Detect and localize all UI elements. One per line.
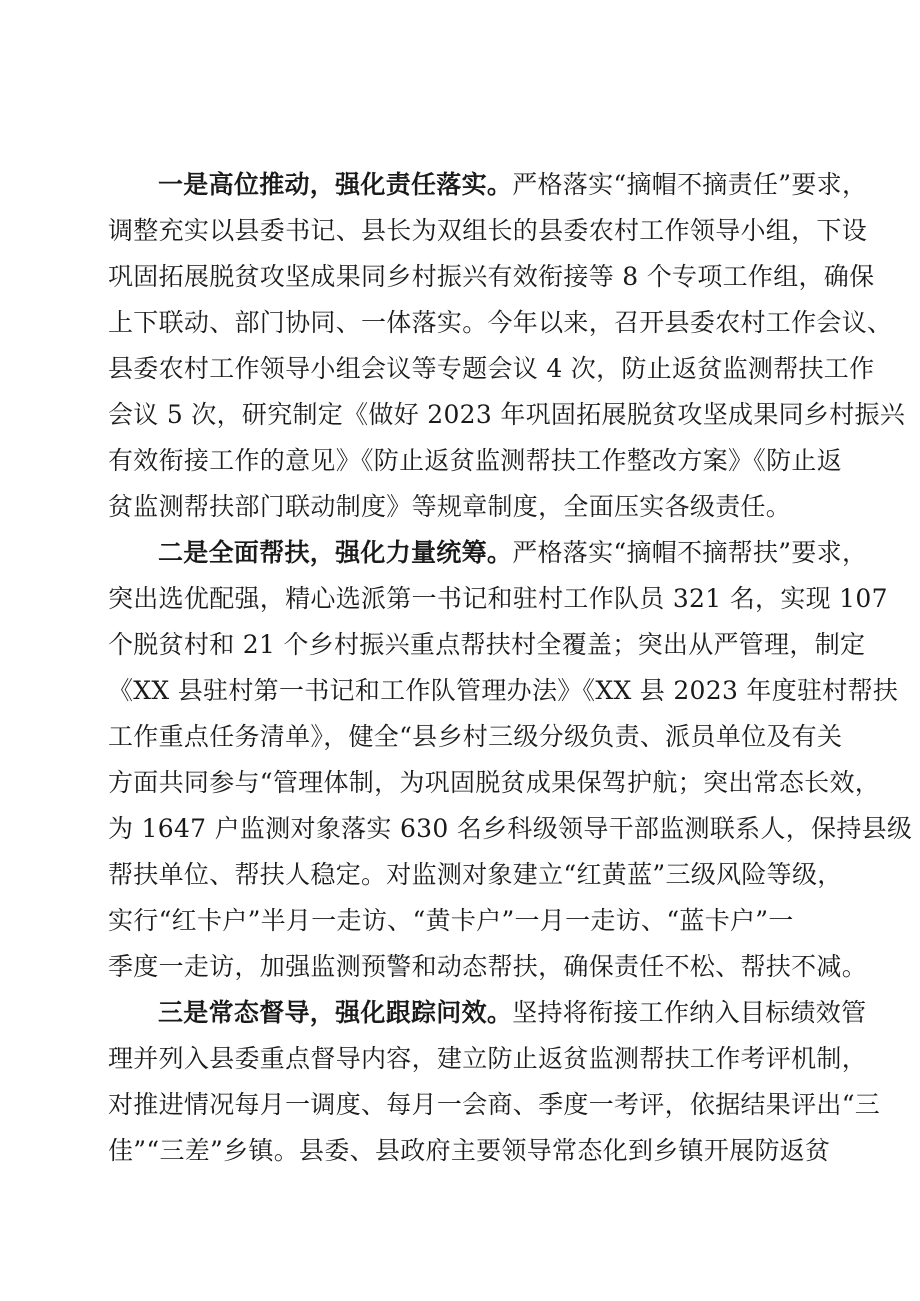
paragraph-1-line-8: 贫监测帮扶部门联动制度》等规章制度，全面压实各级责任。: [108, 492, 792, 521]
paragraph-1-line-4: 上下联动、部门协同、一体落实。今年以来，召开县委农村工作会议、: [108, 308, 893, 337]
paragraph-1-line-1: 严格落实“摘帽不摘责任”要求，: [512, 170, 868, 199]
paragraph-2-line-4: 《XX 县驻村第一书记和工作队管理办法》《XX 县 2023 年度驻村帮扶: [108, 676, 899, 705]
paragraph-3-line-3: 对推进情况每月一调度、每月一会商、季度一考评，依据结果评出“三: [108, 1090, 881, 1119]
paragraph-1-line-2: 调整充实以县委书记、县长为双组长的县委农村工作领导小组，下设: [108, 216, 868, 245]
paragraph-2-line-1: 严格落实“摘帽不摘帮扶”要求，: [512, 538, 868, 567]
paragraph-2-line-5: 工作重点任务清单》，健全“县乡村三级分级负责、派员单位及有关: [108, 722, 843, 751]
paragraph-2-first-line: [158, 530, 868, 576]
paragraph-2-line-8: 帮扶单位、帮扶人稳定。对监测对象建立“红黄蓝”三级风险等级，: [108, 860, 843, 889]
paragraph-3-heading: 三是常态督导，强化跟踪问效。: [158, 998, 513, 1027]
paragraph-1-first-line: [158, 162, 868, 208]
paragraph-3-line-2: 理并列入县委重点督导内容，建立防止返贫监测帮扶工作考评机制，: [108, 1044, 868, 1073]
paragraph-2-line-2: 突出选优配强，精心选派第一书记和驻村工作队员 321 名，实现 107: [108, 584, 888, 613]
paragraph-2-line-10: 季度一走访，加强监测预警和动态帮扶，确保责任不松、帮扶不减。: [108, 952, 868, 981]
paragraph-1-line-5: 县委农村工作领导小组会议等专题会议 4 次，防止返贫监测帮扶工作: [108, 354, 875, 383]
paragraph-1-line-6: 会议 5 次，研究制定《做好 2023 年巩固拓展脱贫攻坚成果同乡村振兴: [108, 400, 906, 429]
paragraph-3-first-line: [158, 990, 867, 1036]
paragraph-2-line-7: 为 1647 户监测对象落实 630 名乡科级领导干部监测联系人，保持县级: [108, 814, 913, 843]
paragraph-2-line-9: 实行“红卡户”半月一走访、“黄卡户”一月一走访、“蓝卡户”一: [108, 906, 794, 935]
paragraph-3-line-4: 佳”“三差”乡镇。县委、县政府主要领导常态化到乡镇开展防返贫: [108, 1136, 831, 1165]
paragraph-1-heading: 一是高位推动，强化责任落实。: [158, 170, 513, 199]
paragraph-1-line-3: 巩固拓展脱贫攻坚成果同乡村振兴有效衔接等 8 个专项工作组，确保: [108, 262, 875, 291]
paragraph-1-line-7: 有效衔接工作的意见》《防止返贫监测帮扶工作整改方案》《防止返: [108, 446, 843, 475]
paragraph-3-line-1: 坚持将衔接工作纳入目标绩效管: [512, 998, 867, 1027]
paragraph-2-heading: 二是全面帮扶，强化力量统筹。: [158, 538, 513, 567]
paragraph-2-line-6: 方面共同参与“管理体制，为巩固脱贫成果保驾护航；突出常态长效，: [108, 768, 881, 797]
paragraph-2-line-3: 个脱贫村和 21 个乡村振兴重点帮扶村全覆盖；突出从严管理，制定: [108, 630, 866, 659]
